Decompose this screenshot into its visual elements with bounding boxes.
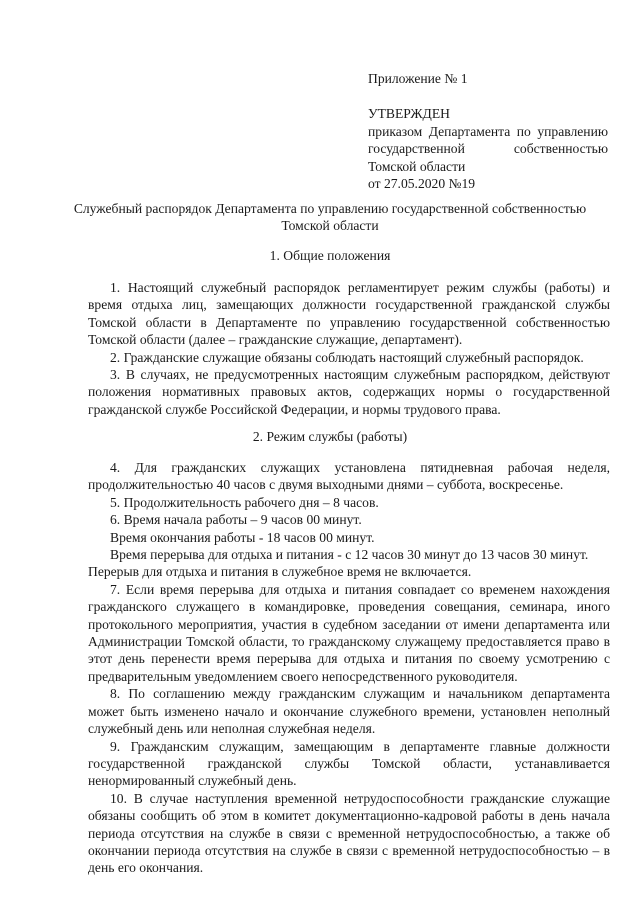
paragraph: 4. Для гражданских служащих установлена пятидневная рабочая неделя, продолжительностью 40 часов с двумя выходными днями – суббота, воскресенье.: [88, 460, 610, 493]
paragraph: Время окончания работы - 18 часов 00 минут.: [110, 529, 375, 545]
document-title: [60, 200, 600, 235]
section-2-body: [88, 459, 610, 877]
approved-label: УТВЕРЖДЕН: [368, 106, 450, 122]
paragraph: 1. Настоящий служебный распорядок регламентирует режим службы (работы) и время отдыха лиц, замещающих должности государственной гражданской службы Томской области в Департаменте по управлению государственной собственностью Томской области (далее – гражданские служащие, департамент).: [88, 280, 610, 348]
section-heading: 2. Режим службы (работы): [252, 429, 408, 444]
paragraph: 10. В случае наступления временной нетрудоспособности гражданские служащие обязаны сообщить об этом в комитет документационно-кадровой работы в день начала периода отсутствия на службе в связи с временной нетрудоспособностью, а также об окончании периода отсутствия на службе в связи с временной нетрудоспособностью – в день его окончания.: [88, 790, 610, 876]
paragraph: 7. Если время перерыва для отдыха и питания совпадает со временем нахождения гражданского служащего в командировке, проведения совещания, семинара, иного протокольного мероприятия, участия в судебном заседании от имени департамента или Администрации Томской области, то гражданскому служащему предоставляется право в этот день перенести время перерыва для отдыха и питания по своему усмотрению с предварительным уведомлением своего непосредственного руководителя.: [88, 581, 610, 684]
approval-block: [368, 70, 608, 192]
appendix-label: Приложение № 1: [368, 71, 468, 86]
document-title-line: Служебный распорядок Департамента по управлению государственной собственностью: [73, 201, 587, 216]
paragraph: 9. Гражданским служащим, замещающим в департаменте главные должности государственной гражданской службы Томской области, устанавливается ненормированный служебный день.: [88, 738, 610, 789]
paragraph: 6. Время начала работы – 9 часов 00 минут.: [110, 512, 362, 528]
paragraph: 2. Гражданские служащие обязаны соблюдать настоящий служебный распорядок.: [110, 349, 584, 365]
paragraph: 3. В случаях, не предусмотренных настоящим служебным распорядком, действуют положения нормативных правовых актов, содержащих нормы о государственной гражданской службе Российской Федерации, и нормы трудового права.: [88, 367, 610, 417]
section-heading: 1. Общие положения: [269, 248, 391, 263]
approval-date: от 27.05.2020 №19: [368, 176, 476, 192]
approval-line: государственной собственностью: [368, 141, 608, 157]
paragraph: Время перерыва для отдыха и питания - с 12 часов 30 минут до 13 часов 30 минут.: [110, 547, 589, 563]
paragraph: 5. Продолжительность рабочего дня – 8 часов.: [110, 494, 379, 510]
approval-line: Томской области: [368, 158, 466, 174]
paragraph: 8. По соглашению между гражданским служащим и начальником департамента может быть изменено начало и окончание служебного времени, установлен неполный служебный день или неполная служебная неделя.: [88, 686, 610, 737]
document-title-line: Томской области: [281, 218, 379, 234]
section-1-body: [88, 279, 610, 418]
approval-line: приказом Департамента по управлению: [368, 123, 608, 139]
paragraph: Перерыв для отдыха и питания в служебное время не включается.: [88, 564, 472, 580]
